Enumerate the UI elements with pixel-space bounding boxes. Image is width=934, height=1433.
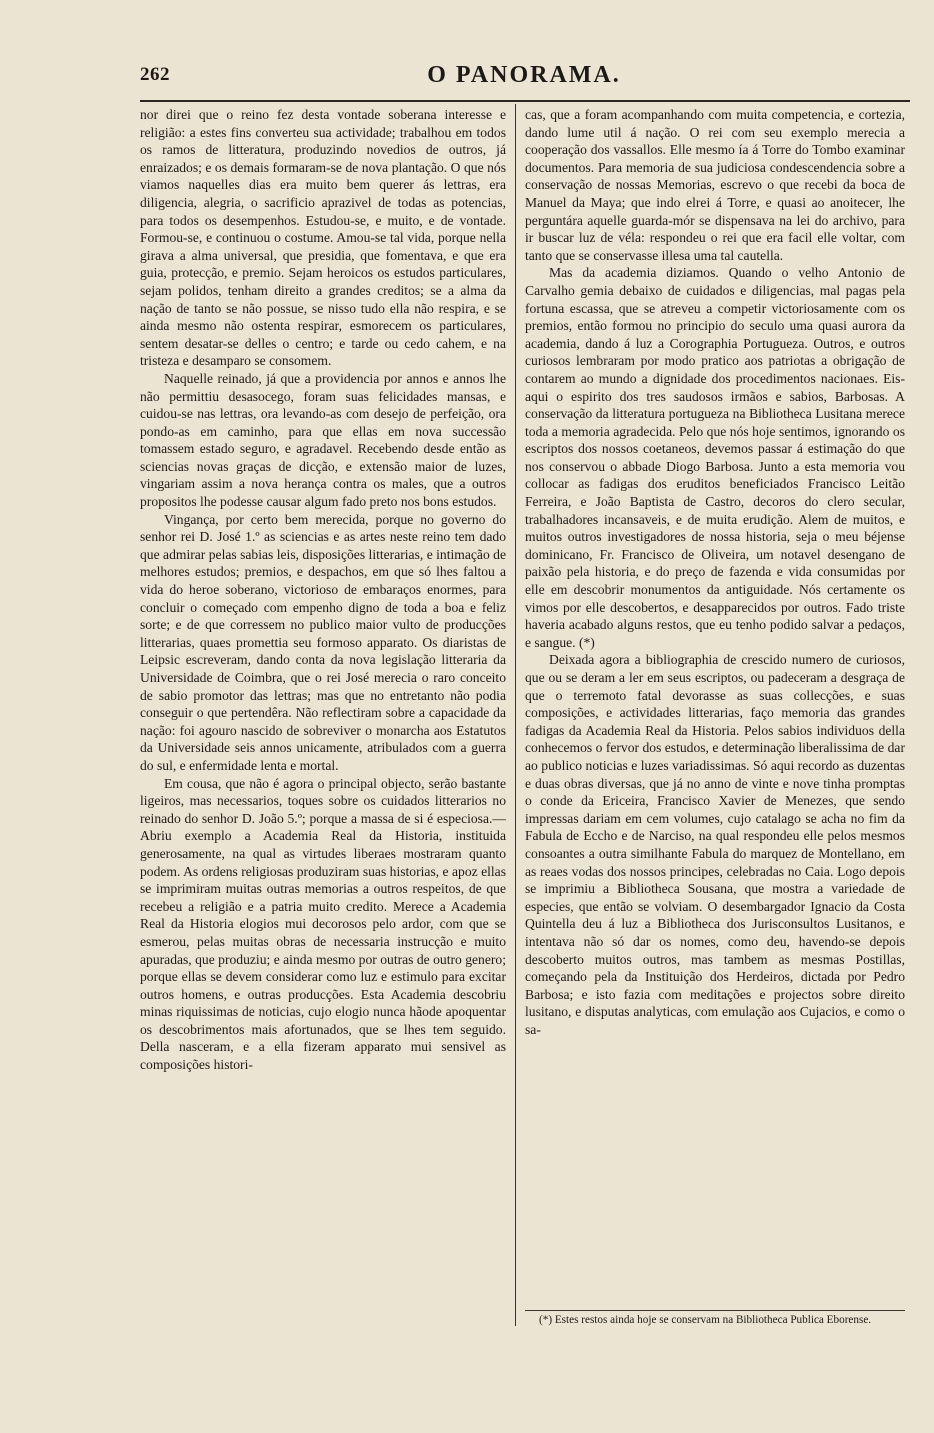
paragraph: Deixada agora a bibliographia de crescido numero de curiosos, que ou se deram a ler em seus escriptos, ou padeceram a desgraça de que o terremoto fatal devorasse as suas collecções, e suas composições, e actividades litterarias, faço memoria das grandes fadigas da Academia Real da Historia. Pelos sabios individuos della conhecemos o fervor dos estudos, e determinação liberalissima de dar ao publico noticias e luzes variadissimas. Só aqui recordo as duzentas e duas obras diversas, que já no anno de vinte e nove tinha promptas o conde da Ericeira, Francisco Xavier de Menezes, que sendo impressas dariam em cem volumes, cujo catalago se acha no fim da Fabula de Eccho e de Narciso, na qual respondeu elle pelos mesmos consoantes a outra similhante Fabula do marquez de Montellano, em as reaes vodas dos nossos principes, celebradas no Caia. Logo depois se imprimiu a Bibliotheca Sousana, que mostra a variedade de especies, que então se volviam. O desembargador Ignacio da Costa Quintella deu á luz a Bibliotheca dos Jurisconsultos Lusitanos, e intentava não só dar os nomes, como deu, havendo-se depois descoberto muitos outros, mas tambem as mesmas Postillas, começando pela da Instituição dos Herdeiros, dictada por Pedro Barbosa; e isto fazia com meditações e projectos sobre direito lusitano, e disputas analyticas, com emulação aos Cujacios, e como o sa- <box>525 652 905 1037</box>
column-divider <box>515 104 516 1326</box>
right-column <box>525 106 905 1038</box>
footnote-text: (*) Estes restos ainda hoje se conservam na Bibliotheca Publica Eborense. <box>539 1314 872 1326</box>
paragraph: cas, que a foram acompanhando com muita competencia, e cortezia, dando lume util á nação. O rei com seu exemplo merecia a cooperação dos vassallos. Elle mesmo ía á Torre do Tombo examinar documentos. Para memoria de sua judiciosa condescendencia sobre a conservação de nossas Memorias, escrevo o que recebi da boca de Manuel da Maya; que indo elrei á Torre, e quasi ao anoitecer, lhe perguntára aquelle guarda-mór se dispensava na lei do archivo, para ir buscar luz de véla: respondeu o rei que era facil elle voltar, com tanto que se conservasse illesa uma tal cautella. <box>525 107 905 263</box>
footnote <box>525 1313 905 1327</box>
paragraph: Mas da academia diziamos. Quando o velho Antonio de Carvalho gemia debaixo de cuidados e diligencias, mal pagas pela fortuna escassa, que se atreveu a competir victoriosamente com os premios, então formou no principio do seculo uma quasi aurora da academia, dando á luz a Corographia Portugueza. Outros, e outros curiosos lembraram por modo pratico aos patriotas a obrigação de contarem ao mundo a dignidade dos procedimentos nacionaes. Eis-aqui o espirito dos tres saudosos irmãos e sabios, Barbosas. A conservação da litteratura portugueza na Bibliotheca Lusitana merece toda a memoria agradecida. Pelo que nós hoje sentimos, ignorando os escriptos dos nossos coetaneos, devemos passar á estimação do que nos conservou o abbade Diogo Barbosa. Junto a esta memoria vou collocar as fadigas dos eruditos beneficiados Francisco Leitão Ferreira, e João Baptista de Castro, decoros do clero secular, trabalhadores incansaveis, e de muita erudição. Alem de muitos, e muitos outros investigadores de nossa historia, seja o meu béjense dominicano, Fr. Francisco de Oliveira, um notavel desengano de paixão pela historia, e do preço de fazenda e vida consumidas por elle em descobrir monumentos da antiguidade. Nós certamente os vimos por elle descobertos, e desapparecidos por outros. Fado triste haveria acabado alguns restos, que eu tenho podido salvar a pedaços, e sangue. (*) <box>525 265 905 650</box>
left-column <box>140 106 506 1074</box>
paragraph: Vingança, por certo bem merecida, porque no governo do senhor rei D. José 1.º as sciencias e as artes neste reino tem dado que admirar pelas sabias leis, disposições litterarias, e intimação de melhores estudos; premios, e despachos, em que só lhes faltou a vida do heroe soberano, victorioso de embaraços enormes, para concluir o começado com empenho digno de toda a boa e feliz sorte; e de que corressem no publico maior vulto de producções litterarias, quaes promettia seu formoso apparato. Os diaristas de Leipsic escreveram, dando conta da nova legislação litteraria da Universidade de Coimbra, que o rei José merecia o raro conceito de sabio promotor das lettras; mas que no entretanto não podia conseguir o que pertendêra. Não reflectiram sobre a capacidade da nação: foi agouro nascido de sobreviver o monarcha aos Estatutos da Universidade seis annos unicamente, atribulados com a guerra do sul, e enfermidade lenta e mortal. <box>140 511 506 773</box>
page-header <box>140 62 908 96</box>
journal-title: O PANORAMA. <box>427 62 621 88</box>
header-rule <box>140 100 910 102</box>
page-number: 262 <box>140 64 170 85</box>
paragraph: nor direi que o reino fez desta vontade soberana interesse e religião: a estes fins converteu sua actividade; trabalhou em todos os ramos de litteratura, produzindo novedios de outros, já enraizados; e os demais formaram-se de nova plantação. O que nós viamos naquelles dias era muito bem querer ás lettras, era diligencia, alegria, o sacrificio aprazivel de todas as potencias, para todos os desempenhos. Estudou-se, e muito, e de vontade. Formou-se, e continuou o costume. Amou-se tal vida, porque nella girava a alma universal, que presidia, que fomentava, e que era guia, protecção, e premio. Sejam heroicos os estudos particulares, sejam polidos, tenham direito a grandes creditos; se a alma da nação de tanto se não possue, se nisso tudo ella não respira, e se ainda mesmo não ostenta respirar, esmorecem os particulares, sentem desatar-se delles o centro; e tarde ou cedo cahem, e na tristeza e desamparo se consomem. <box>140 107 506 369</box>
paragraph: Em cousa, que não é agora o principal objecto, serão bastante ligeiros, mas necessarios, toques sobre os cuidados litterarios no reinado do senhor D. João 5.º; porque a massa de si é especiosa.— Abriu exemplo a Academia Real da Historia, instituida generosamente, na qual as virtudes liberaes mostraram quanto podem. As ordens religiosas produziram suas historias, e apoz ellas se imprimiram muitas outras memorias a outros respeitos, de que recebeu a religião e a patria muito credito. Merece a Academia Real da Historia elogios mui decorosos pelo ardor, com que se esmerou, pelas muitas obras de necessaria instrucção e muito apuradas, que produziu; e ainda mesmo por outras de outro genero; porque ellas se devem considerar como luz e estimulo para excitar outros homens, e outras producções. Esta Academia descobriu minas riquissimas de noticias, cujo elogio nunca hãode apoquentar os descobrimentos mais afortunados, que se lhes tem seguido. Della nasceram, e a ella fizeram apparato mui sensivel as composições histori- <box>140 775 506 1073</box>
paragraph: Naquelle reinado, já que a providencia por annos e annos lhe não permittiu desasocego, foram suas felicidades mansas, e cuidou-se nas lettras, ora levando-as com desejo de perfeição, ora pondo-as em caminho, para que ellas em nova successão tomassem estado seguro, e agradavel. Recebendo desde então as sciencias novas graças de dicção, e extensão maior de luzes, vingariam assim a nova herança contra os males, que a outros propositos lhe podesse causar algum fado preto nos bons estudos. <box>140 370 506 510</box>
footnote-rule <box>525 1310 905 1311</box>
